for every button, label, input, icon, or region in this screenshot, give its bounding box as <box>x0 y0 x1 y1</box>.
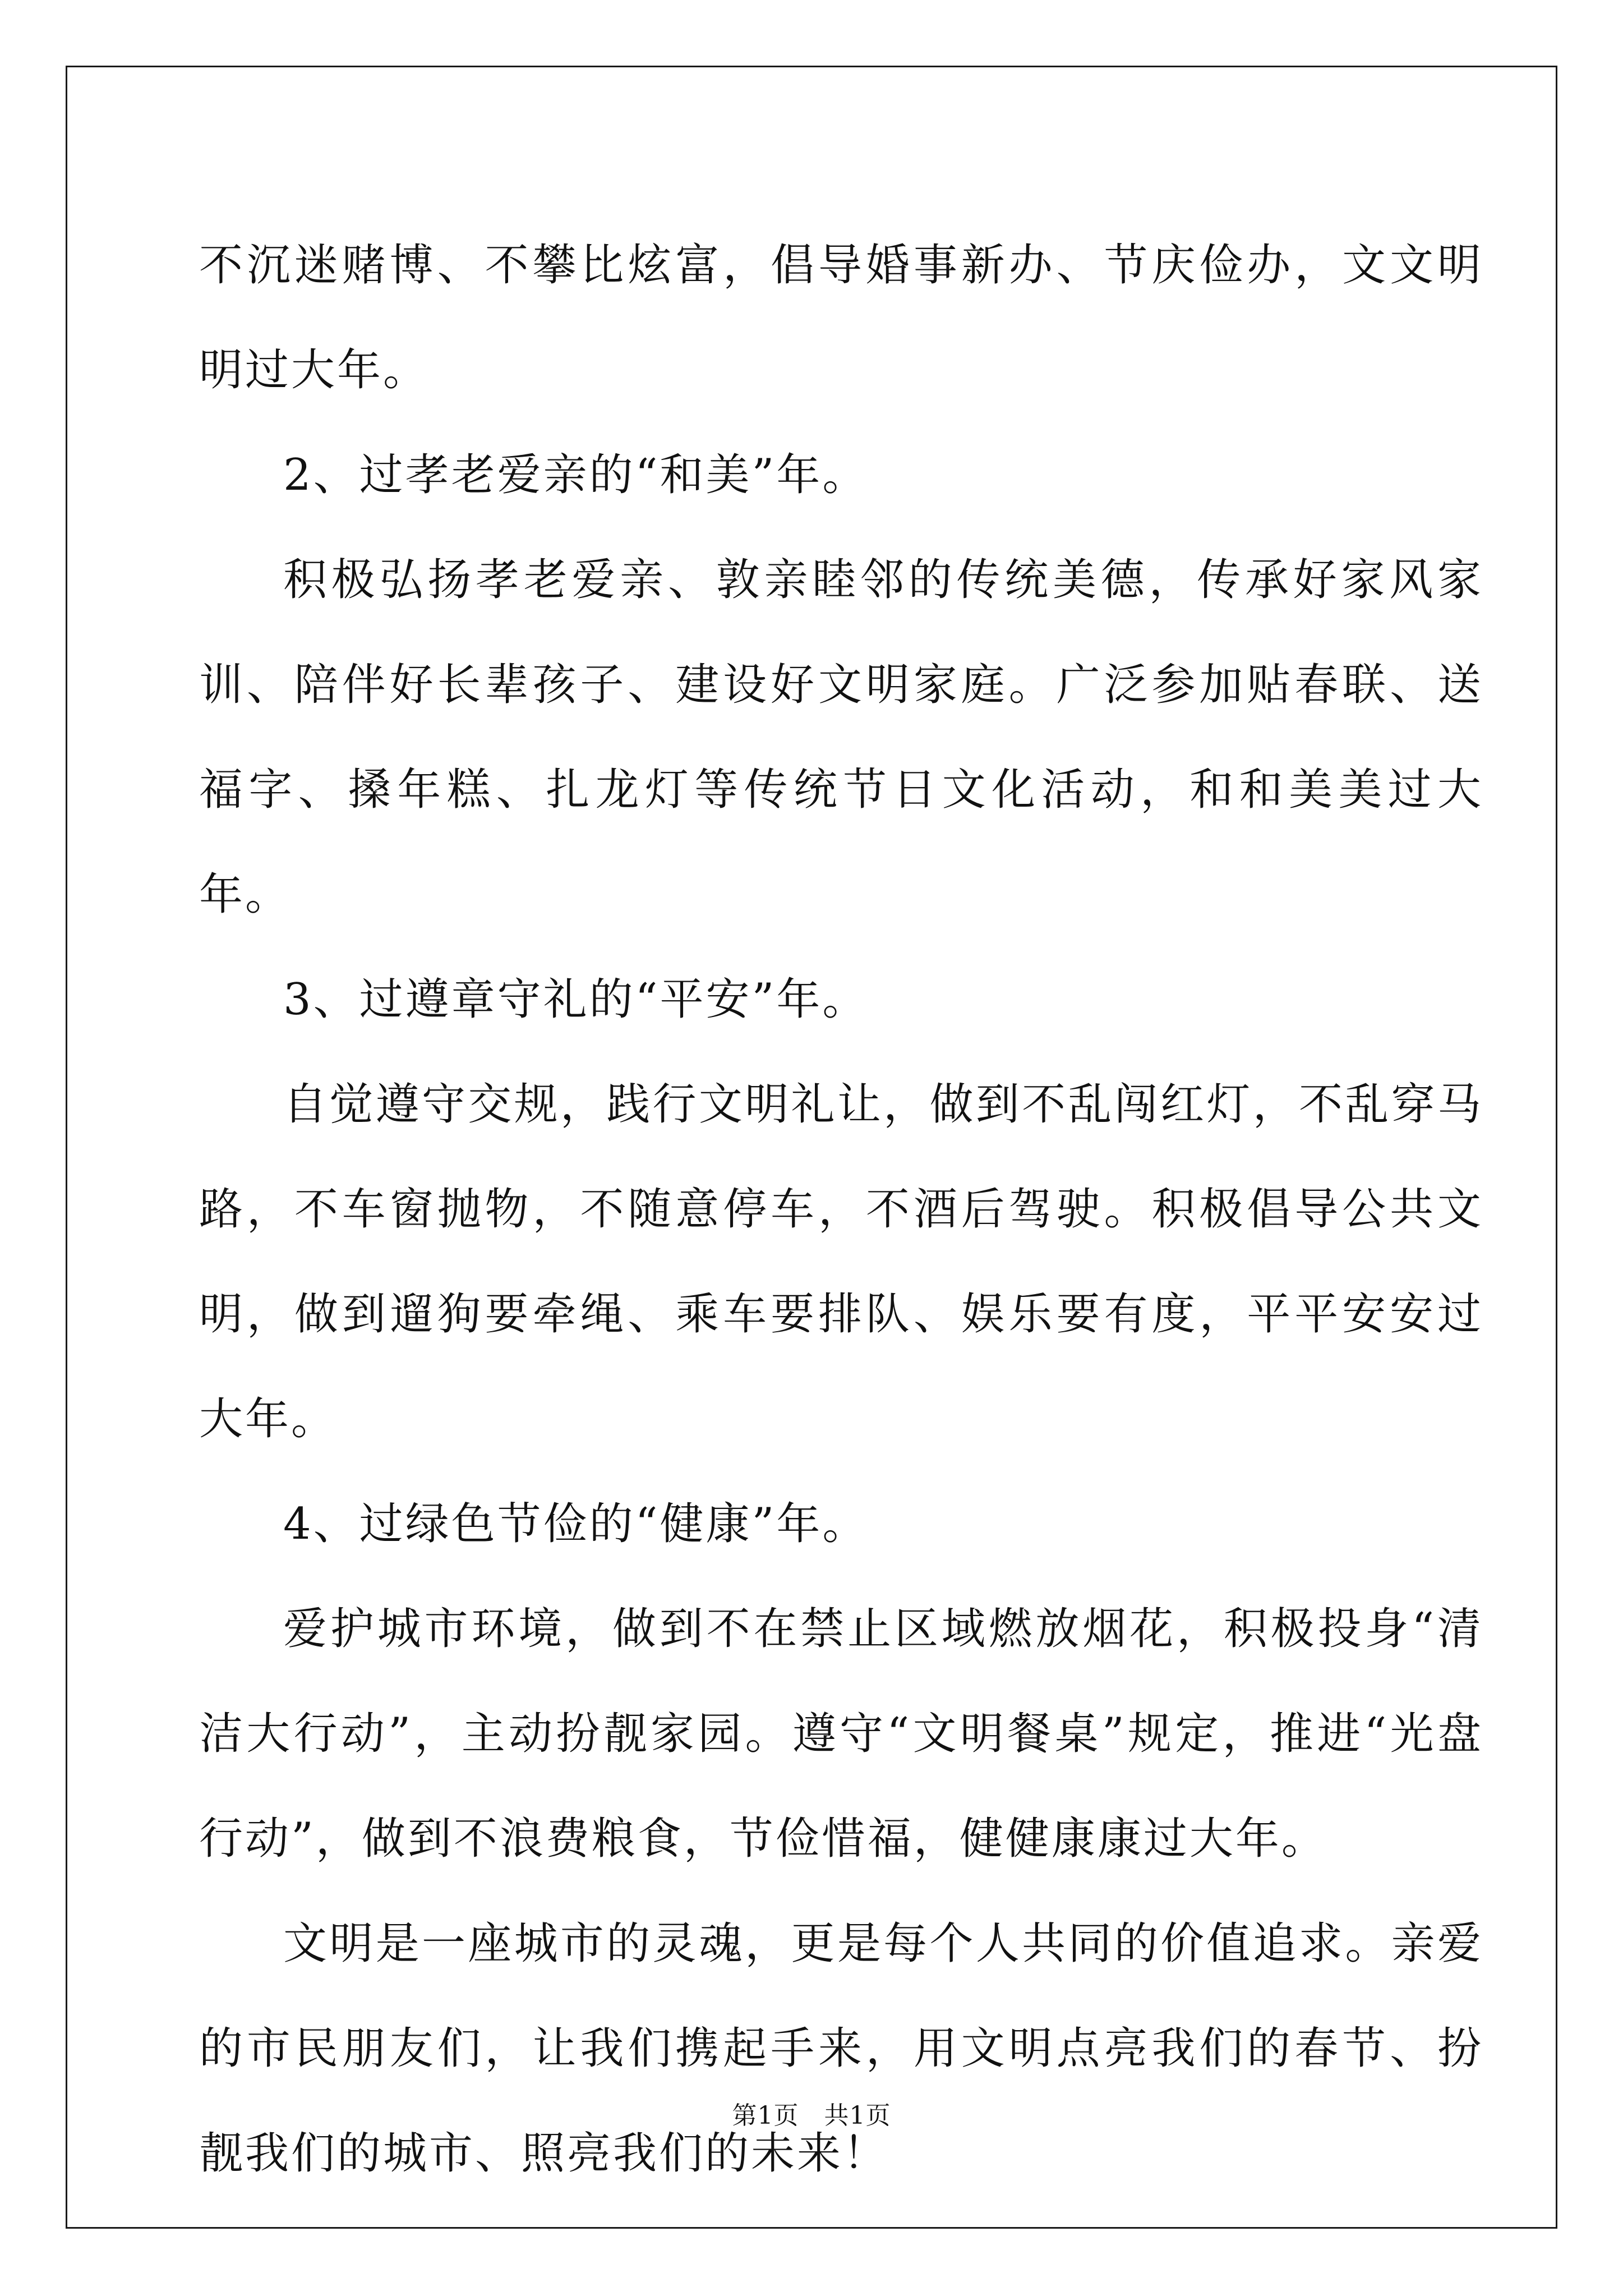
section-heading-health: 4、过绿色节俭的“健康”年。 <box>283 1499 869 1549</box>
paragraph-continued: 不沉迷赌博、不攀比炫富，倡导婚事新办、节庆俭办，文文明明过大年。 <box>199 240 1483 395</box>
paragraph-harmony: 积极弘扬孝老爱亲、敦亲睦邻的传统美德，传承好家风家训、陪伴好长辈孩子、建设好文明家庭。广泛参加贴春联、送福字、搡年糕、扎龙灯等传统节日文化活动，和和美美过大年。 <box>199 555 1483 920</box>
paragraph-safety: 自觉遵守交规，践行文明礼让，做到不乱闯红灯，不乱穿马路，不车窗抛物，不随意停车，不酒后驾驶。积极倡导公共文明，做到遛狗要牵绳、乘车要排队、娱乐要有度，平平安安过大年。 <box>199 1079 1483 1444</box>
document-body <box>199 213 1483 2206</box>
page-footer: 第1页 共1页 <box>732 2101 891 2130</box>
paragraph-health: 爱护城市环境，做到不在禁止区域燃放烟花，积极投身“清洁大行动”，主动扮靓家园。遵守“文明餐桌”规定，推进“光盘行动”，做到不浪费粮食，节俭惜福，健健康康过大年。 <box>199 1604 1483 1864</box>
paragraph-closing: 文明是一座城市的灵魂，更是每个人共同的价值追求。亲爱的市民朋友们，让我们携起手来，用文明点亮我们的春节、扮靓我们的城市、照亮我们的未来！ <box>199 1918 1483 2179</box>
section-heading-safety: 3、过遵章守礼的“平安”年。 <box>283 974 869 1025</box>
section-heading-harmony: 2、过孝老爱亲的“和美”年。 <box>283 450 869 500</box>
